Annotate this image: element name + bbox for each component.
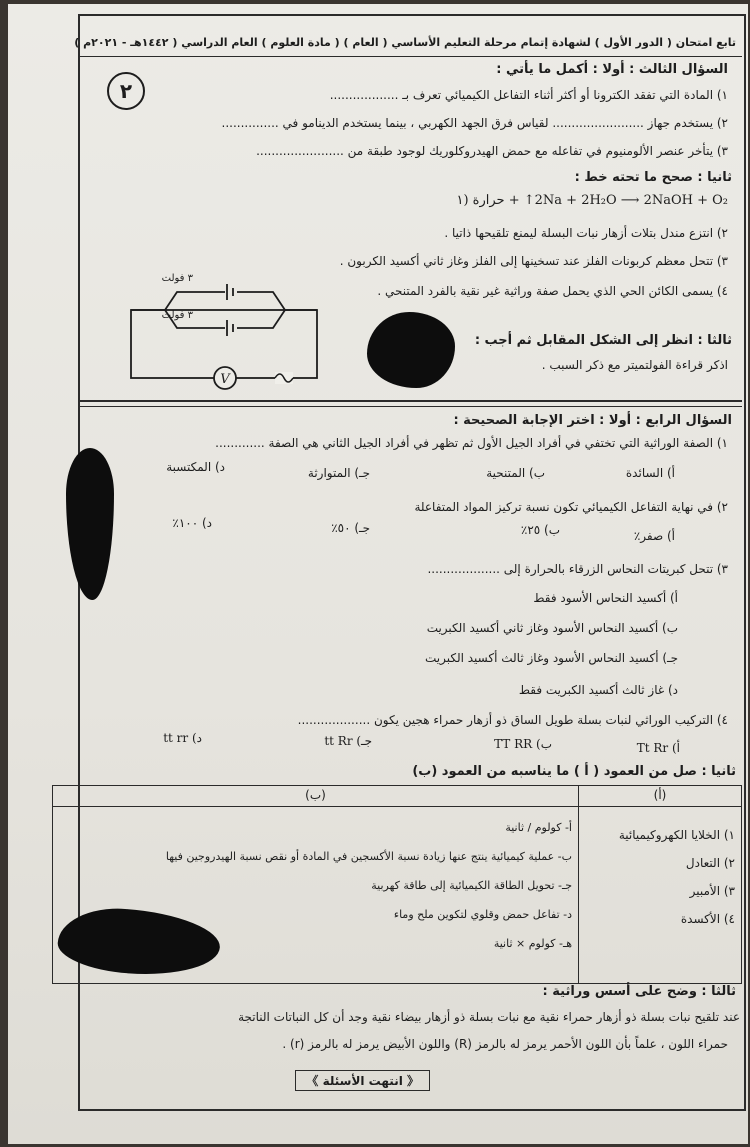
q3-second-title: ثانيا : صحح ما تحته خط : — [574, 170, 732, 185]
q4-question-2: ٢) في نهاية التفاعل الكيميائي تكون نسبة تركيز المواد المتفاعلة — [414, 500, 728, 514]
q4-q2-option-b: ب) ٢٥٪ — [520, 523, 560, 537]
col-b-item-d: د- تفاعل حمض وقلوي لتكوين ملح وماء — [393, 908, 572, 921]
redaction-blot — [367, 312, 455, 388]
col-b-item-a: أ- كولوم / ثانية — [505, 821, 572, 834]
q4-q3-option-a: أ) أكسيد النحاس الأسود فقط — [533, 591, 678, 605]
q3-correction-3: ٣) تتحل معظم كربونات الفلز عند تسخينها إلى الفلز وغاز ثاني أكسيد الكربون . — [339, 254, 728, 268]
q4-third-text-1: عند تلقيح نبات بسلة ذو أزهار حمراء نقية مع نبات بسلة ذو أزهار بيضاء نقية وجد أن كل النباتات الناتجة — [238, 1010, 740, 1024]
col-b-header: (ب) — [53, 786, 579, 807]
q4-q2-option-c: جـ) ٥٠٪ — [331, 521, 370, 535]
header-divider — [80, 56, 742, 57]
battery-label-bottom: ٣ فولت — [161, 310, 193, 321]
col-a-item-3: ٣) الأمبير — [689, 884, 735, 898]
q4-question-3: ٣) تتحل كبريتات النحاس الزرقاء بالحرارة إلى ................... — [427, 562, 728, 576]
page-number-badge — [107, 72, 145, 110]
q3-correction-2: ٢) انتزع مندل بتلات أزهار نبات البسلة ليمنع تلقيحها ذاتيا . — [444, 226, 728, 240]
q4-q1-option-c: جـ) المتوارثة — [307, 466, 370, 480]
circuit-diagram — [125, 268, 325, 392]
q4-q1-option-a: أ) السائدة — [625, 466, 675, 480]
page-number: ٢ — [119, 79, 133, 103]
col-b-item-c: جـ- تحويل الطاقة الكيميائية إلى طاقة كهربية — [371, 879, 572, 892]
q4-q1-option-b: ب) المتنحية — [486, 466, 545, 480]
q4-question-1: ١) الصفة الوراثية التي تختفي في أفراد الجيل الأول ثم تظهر في أفراد الجيل الثاني هي الصفة ............. — [215, 436, 728, 450]
q4-q4-option-c: جـ) tt Rr — [324, 734, 372, 748]
q4-q3-option-d: د) غاز ثالث أكسيد الكبريت فقط — [518, 683, 678, 697]
q3-third-question: اذكر قراءة الفولتميتر مع ذكر السبب . — [541, 358, 728, 372]
q4-q4-option-d: د) tt rr — [163, 731, 202, 745]
q3-title: السؤال الثالث : أولا : أكمل ما يأتي : — [496, 62, 728, 77]
q4-q2-option-d: د) ١٠٠٪ — [172, 516, 212, 530]
col-a-item-2: ٢) التعادل — [685, 856, 735, 870]
col-b-item-e: هـ- كولوم × ثانية — [493, 937, 572, 950]
end-of-questions: 《 انتهت الأسئلة 》 — [295, 1070, 430, 1091]
q4-q3-option-b: ب) أكسيد النحاس الأسود وغاز ثاني أكسيد الكبريت — [426, 621, 678, 635]
section-divider-2 — [80, 406, 742, 407]
q3-item-2: ٢) يستخدم جهاز ........................ لقياس فرق الجهد الكهربي ، بينما يستخدم الدينامو في ............... — [221, 116, 728, 130]
q3-correction-4: ٤) يسمى الكائن الحي الذي يحمل صفة وراثية غير نقية بالفرد المتنحي . — [377, 284, 728, 298]
q3-item-1: ١) المادة التي تفقد الكترونا أو أكثر أثناء التفاعل الكيميائي تعرف بـ .................. — [329, 88, 728, 102]
q4-q1-option-d: د) المكتسبة — [166, 460, 225, 474]
exam-header: تابع امتحان ( الدور الأول ) لشهادة إتمام مرحلة التعليم الأساسي ( العام ) ( مادة العلوم ) العام الدراسي ( ١٤٤٢هـ - ٢٠٢١م ) — [74, 36, 736, 49]
col-b-item-b: ب- عملية كيميائية ينتج عنها زيادة نسبة الأكسجين في المادة أو نقص نسبة الهيدروجين فيها — [165, 850, 572, 863]
section-divider — [80, 400, 742, 402]
q4-q4-option-a: أ) Tt Rr — [636, 741, 680, 755]
q4-q4-option-b: ب) TT RR — [494, 737, 552, 751]
q4-q2-option-a: أ) صفر٪ — [633, 529, 675, 543]
q4-second-title: ثانيا : صل من العمود ( أ ) ما يناسبه من العمود (ب) — [412, 764, 736, 779]
q4-question-4: ٤) التركيب الوراثي لنبات بسلة طويل الساق ذو أزهار حمراء هجين يكون ................... — [297, 713, 728, 727]
col-a-header: (أ) — [579, 786, 742, 807]
col-a-item-1: ١) الخلايا الكهروكيميائية — [618, 828, 735, 842]
col-a-item-4: ٤) الأكسدة — [680, 912, 735, 926]
q4-title: السؤال الرابع : أولا : اختر الإجابة الصحيحة : — [453, 413, 732, 428]
q4-third-title: ثالثا : وضح على أسس وراثية : — [542, 984, 736, 999]
q3-item-3: ٣) يتأخر عنصر الألومنيوم في تفاعله مع حمض الهيدروكلوريك لوجود طبقة من ....................... — [256, 144, 728, 158]
q4-q3-option-c: جـ) أكسيد النحاس الأسود وغاز ثالث أكسيد الكبريت — [424, 651, 678, 665]
battery-label-top: ٣ فولت — [161, 273, 193, 284]
q3-equation: 2Na + 2H₂O ⟶ 2NaOH + O₂↑ + حرارة (١ — [456, 193, 728, 208]
col-a-cell — [579, 807, 742, 984]
voltmeter-label: V — [220, 372, 230, 387]
q4-third-text-2: حمراء اللون ، علماً بأن اللون الأحمر يرمز له بالرمز (R) واللون الأبيض يرمز له بالرمز (r) . — [282, 1037, 728, 1051]
q3-third-title: ثالثا : انظر إلى الشكل المقابل ثم أجب : — [474, 333, 732, 348]
